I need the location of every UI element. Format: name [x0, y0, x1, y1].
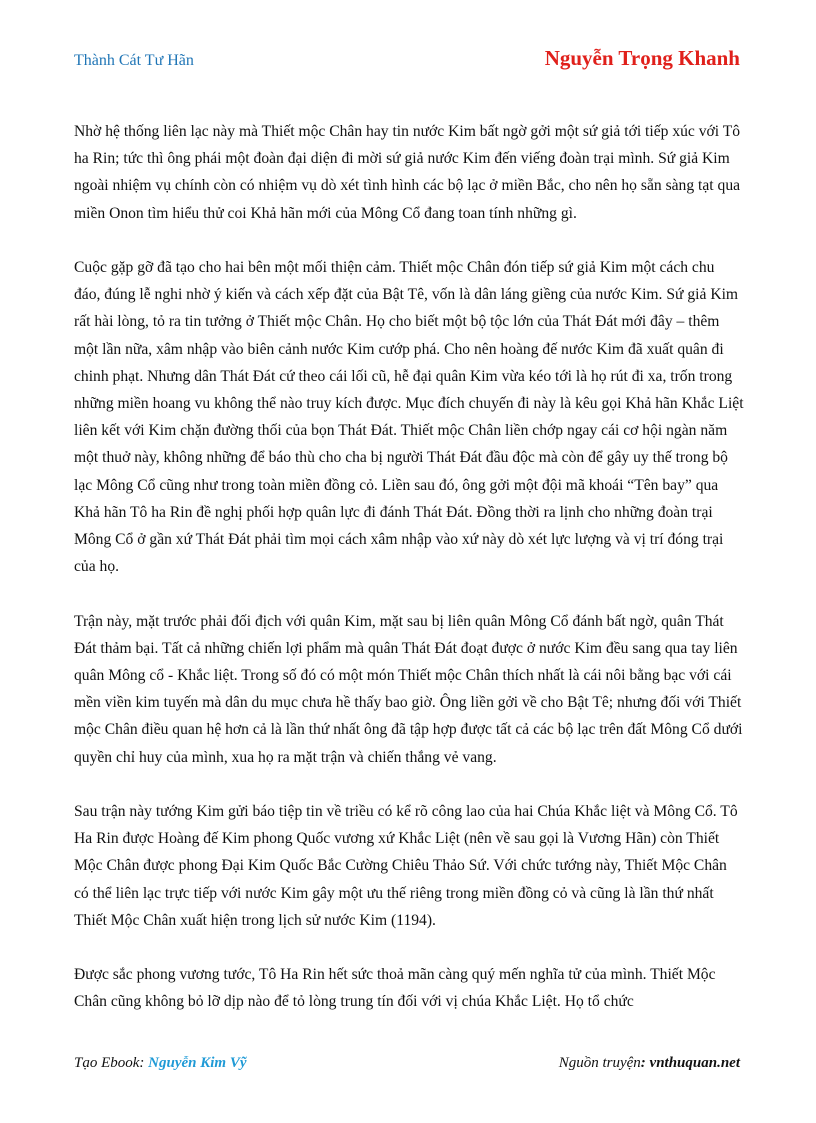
ebook-credit: [74, 1055, 247, 1072]
author-name: Nguyễn Trọng Khanh: [544, 46, 740, 70]
paragraph: Nhờ hệ thống liên lạc này mà Thiết mộc Chân hay tin nước Kim bất ngờ gởi một sứ giả tới tiếp xúc với Tô ha Rin; tức thì ông phái một đoàn đại diện đi mời sứ giả nước Kim đến viếng đoàn trại mình. Sứ giả Kim ngoài nhiệm vụ chính còn có nhiệm vụ dò xét tình hình các bộ lạc ở miền Bắc, cho nên họ sẵn sàng tạt qua miền Onon tìm hiểu thử coi Khả hãn mới của Mông Cổ đang toan tính những gì.: [74, 123, 741, 222]
source-label: Nguồn truyện: [558, 1055, 641, 1071]
ebook-creator-name: Nguyễn Kim Vỹ: [148, 1055, 247, 1071]
source-separator: :: [640, 1055, 650, 1071]
book-title: Thành Cát Tư Hãn: [74, 52, 194, 69]
paragraph: Trận này, mặt trước phải đối địch với quân Kim, mặt sau bị liên quân Mông Cổ đánh bất ngờ, quân Thát Đát thảm bại. Tất cả những chiến lợi phẩm mà quân Thát Đát đoạt được ở nước Kim đều sang qua tay liên quân Mông cổ - Khắc liệt. Trong số đó có một món Thiết mộc Chân thích nhất là cái nôi bằng bạc với cái mền viền kim tuyến mà dân du mục chưa hề thấy bao giờ. Ông liền gởi về cho Bật Tê; nhưng đối với Thiết mộc Chân điều quan hệ hơn cả là lần thứ nhất ông đã tập hợp được tất cả các bộ lạc trên đất Mông Cổ dưới quyền chỉ huy của mình, xua họ ra mặt trận và chiến thắng vẻ vang.: [74, 612, 743, 766]
ebook-separator: :: [139, 1055, 149, 1071]
ebook-label: Tạo Ebook: [74, 1055, 140, 1071]
paragraph: Được sắc phong vương tước, Tô Ha Rin hết sức thoả mãn càng quý mến nghĩa tử của mình. Thiết Mộc Chân cũng không bỏ lỡ dịp nào để tỏ lòng trung tín đối với vị chúa Khắc Liệt. Họ tổ chức: [74, 966, 716, 1011]
source-credit: [559, 1055, 740, 1072]
paragraph: Cuộc gặp gỡ đã tạo cho hai bên một mối thiện cảm. Thiết mộc Chân đón tiếp sứ giả Kim một cách chu đáo, đúng lễ nghi nhờ ý kiến và cách xếp đặt của Bật Tê, vốn là dân láng giềng của nước Kim. Sứ giả Kim rất hài lòng, tỏ ra tin tưởng ở Thiết mộc Chân. Họ cho biết một bộ tộc lớn của Thát Đát mới đây – thêm một lần nữa, xâm nhập vào biên cảnh nước Kim cướp phá. Cho nên hoàng đế nước Kim đã xuất quân đi chinh phạt. Nhưng dân Thát Đát cứ theo cái lối cũ, hễ đại quân Kim vừa kéo tới là họ rút đi xa, trốn trong những miền hoang vu không thể nào truy kích được. Mục đích chuyến đi này là kêu gọi Khả hãn Khắc Liệt liên kết với Kim chặn đường thối của bọn Thát Đát. Thiết mộc Chân liền chớp ngay cái cơ hội ngàn năm một thuở này, không những để báo thù cho cha bị người Thát Đát đầu độc mà còn để gây uy thế trong bộ lạc Mông Cổ cũng như trong toàn miền đồng cỏ. Liền sau đó, ông gởi một đội mã khoái “Tên bay” qua Khả hãn Tô ha Rin đề nghị phối hợp quân lực đi đánh Thát Đát. Đồng thời ra lịnh cho những đoàn trại Mông Cổ ở gần xứ Thát Đát phải tìm mọi cách xâm nhập vào xứ này dò xét lực lượng và vị trí đóng trại của họ.: [74, 259, 744, 576]
document-body: [74, 118, 744, 1043]
paragraph: Sau trận này tướng Kim gửi báo tiệp tin về triều có kể rõ công lao của hai Chúa Khắc liệt và Mông Cổ. Tô Ha Rin được Hoàng đế Kim phong Quốc vương xứ Khắc Liệt (nên về sau gọi là Vương Hãn) còn Thiết Mộc Chân được phong Đại Kim Quốc Bắc Cường Chiêu Thảo Sứ. Với chức tướng này, Thiết Mộc Chân có thể liên lạc trực tiếp với nước Kim gây một ưu thế riêng trong miền đồng cỏ và cũng là lần thứ nhất Thiết Mộc Chân xuất hiện trong lịch sử nước Kim (1194).: [74, 803, 738, 929]
source-site-link[interactable]: vnthuquan.net: [649, 1055, 740, 1071]
